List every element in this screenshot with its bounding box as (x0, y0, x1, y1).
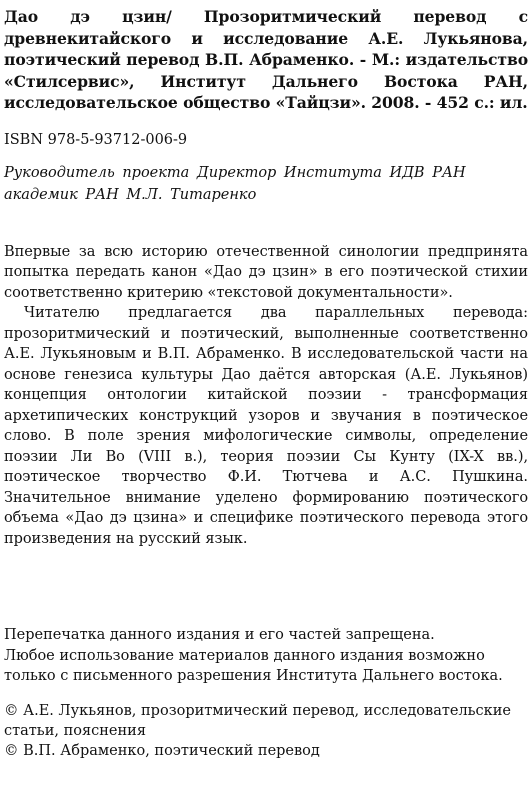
abstract (4, 242, 528, 550)
copyright-line-1: © А.Е. Лукьянов, прозоритмический перевод, исследовательские статьи, пояснения (4, 702, 511, 739)
copyright-line-2: © В.П. Абраменко, поэтический перевод (4, 742, 320, 759)
reprint-notice (4, 625, 528, 687)
project-supervisor: Руководитель проекта Директор Института ИДВ РАН академик РАН М.Л. Титаренко (4, 164, 466, 203)
abstract-paragraph-2: Читателю предлагается два параллельных перевода: прозоритмический и поэтический, выполненные соответственно А.Е. Лукьяновым и В.П. Абраменко. В исследовательской части на основе генезиса культуры Дао даётся авторская (А.Е. Лукьянов) концепция онтологии китайской поэзии - трансформация архетипических конструкций узоров и звучания в поэтическое слово. В поле зрения мифологические символы, определение поэзии Ли Во (VIII в.), теория поэзии Сы Кунту (IX-X вв.), поэтическое творчество Ф.И. Тютчева и А.С. Пушкина. Значительное внимание уделено формированию поэтического объема «Дао дэ цзина» и специфике поэтического перевода этого произведения на русский язык. (4, 305, 528, 547)
imprint-page (4, 0, 528, 761)
bibliographic-entry: Дао дэ цзин/ Прозоритмический перевод с древнекитайского и исследование А.Е. Лукьянова, поэтический перевод В.П. Абраменко. - М.: издательство «Стилсервис», Институт Дальнего Востока РАН, исследовательское общество «Тайцзи». 2008. - 452 с.: ил. (4, 7, 528, 112)
abstract-paragraph-1: Впервые за всю историю отечественной синологии предпринята попытка передать канон «Дао дэ цзин» в его поэтической стихии соответственно критерию «текстовой документальности». (4, 243, 528, 301)
reprint-notice-line-2: Любое использование материалов данного издания возможно только с письменного разрешения Института Дальнего востока. (4, 647, 503, 684)
reprint-notice-line-1: Перепечатка данного издания и его частей запрещена. (4, 627, 435, 643)
copyright-block (4, 701, 528, 761)
isbn-number: ISBN 978-5-93712-006-9 (4, 131, 188, 148)
